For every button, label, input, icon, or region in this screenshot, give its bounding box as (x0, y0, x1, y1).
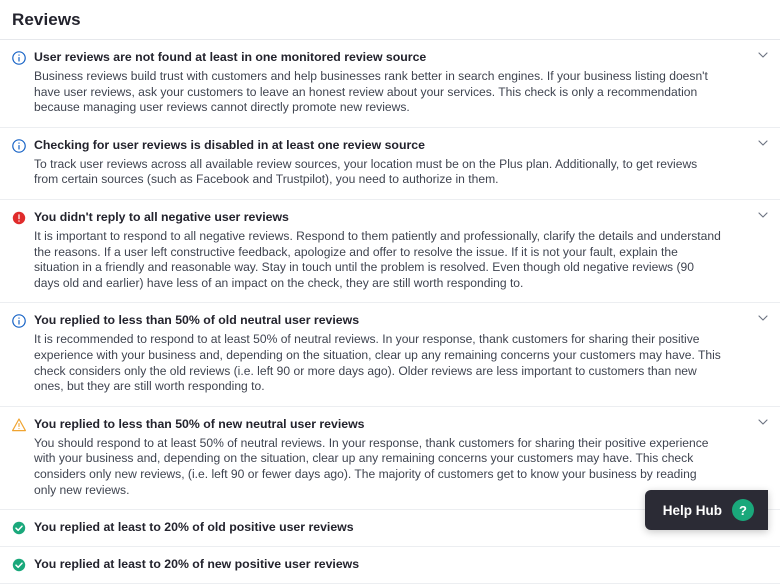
help-hub-button[interactable] (645, 490, 768, 530)
page-title: Reviews (12, 9, 81, 29)
review-check-description: It is important to respond to all negative reviews. Respond to them patiently and professionally, clarify the details and understand the reasons. If a user left constructive feedback, apologize and offer to resolve the issue. If it is not your fault, explain the situation in a friendly and reasonable way. Stay in touch until the problem is resolved. Even though old negative reviews (90 days old and earlier) have less of an impact on the check, they are still worth responding to. (34, 228, 721, 290)
review-check-title: You replied at least to 20% of new positive user reviews (34, 557, 360, 572)
review-check-header[interactable] (12, 520, 750, 535)
review-check-description: Business reviews build trust with customers and help businesses rank better in search engines. If your business listing doesn't have user reviews, ask your customers to leave an honest review about your services. This check is only a recommendation because managing user reviews cannot directly promote new reviews. (34, 69, 708, 115)
review-check-title: User reviews are not found at least in one monitored review source (34, 50, 427, 64)
chevron-down-icon[interactable] (758, 140, 768, 146)
check-circle-icon (12, 558, 26, 572)
review-check-title: You replied to less than 50% of old neutral user reviews (34, 313, 360, 328)
error-circle-icon (12, 211, 26, 225)
review-check-title: You didn't reply to all negative user reviews (34, 209, 289, 224)
review-check-header[interactable] (12, 138, 750, 153)
question-mark-icon: ? (732, 499, 754, 521)
review-check-row[interactable] (0, 200, 780, 303)
review-check-row[interactable] (0, 40, 780, 128)
help-hub-label: Help Hub (662, 502, 722, 518)
review-check-row[interactable] (0, 128, 780, 200)
chevron-down-icon[interactable] (758, 212, 768, 218)
info-circle-icon (12, 51, 26, 65)
chevron-down-icon[interactable] (758, 52, 768, 58)
check-circle-icon (12, 521, 26, 535)
info-circle-icon (12, 314, 26, 328)
review-check-row[interactable] (0, 547, 780, 584)
info-circle-icon (12, 139, 26, 153)
review-check-header[interactable] (12, 210, 750, 225)
review-check-header[interactable] (12, 50, 750, 65)
review-check-header[interactable] (12, 557, 750, 572)
warning-triangle-icon (12, 418, 26, 432)
chevron-down-icon[interactable] (758, 315, 768, 321)
review-check-description: You should respond to at least 50% of neutral reviews. In your response, thank customers for sharing their positive experience with your business and, depending on the situation, clear up any remaining concerns your customers may have. This check considers only new reviews, (i.e. left 90 or fewer days ago). The majority of customers get to know your business by reading only new reviews. (34, 435, 709, 497)
review-check-title: You replied at least to 20% of old positive user reviews (34, 520, 354, 535)
review-check-description: It is recommended to respond to at least 50% of neutral reviews. In your response, thank customers for sharing their positive experience with your business and, depending on the situation, clear up any remaining concerns your customers may have. This check considers only the old reviews (i.e. left 90 or more days ago). Older reviews are less important to customers than new ones, but they are still worth responding to. (34, 332, 721, 394)
page-header (0, 0, 780, 40)
review-check-row[interactable] (0, 303, 780, 406)
chevron-down-icon[interactable] (758, 419, 768, 425)
review-check-header[interactable] (12, 313, 750, 328)
review-check-header[interactable] (12, 417, 750, 432)
review-check-title: Checking for user reviews is disabled in at least one review source (34, 137, 425, 152)
review-check-title: You replied to less than 50% of new neutral user reviews (34, 416, 365, 431)
review-check-description: To track user reviews across all available review sources, your location must be on the Plus plan. Additionally, to get reviews from certain sources (such as Facebook and Trustpilot), you need to authorize in them. (34, 156, 698, 187)
